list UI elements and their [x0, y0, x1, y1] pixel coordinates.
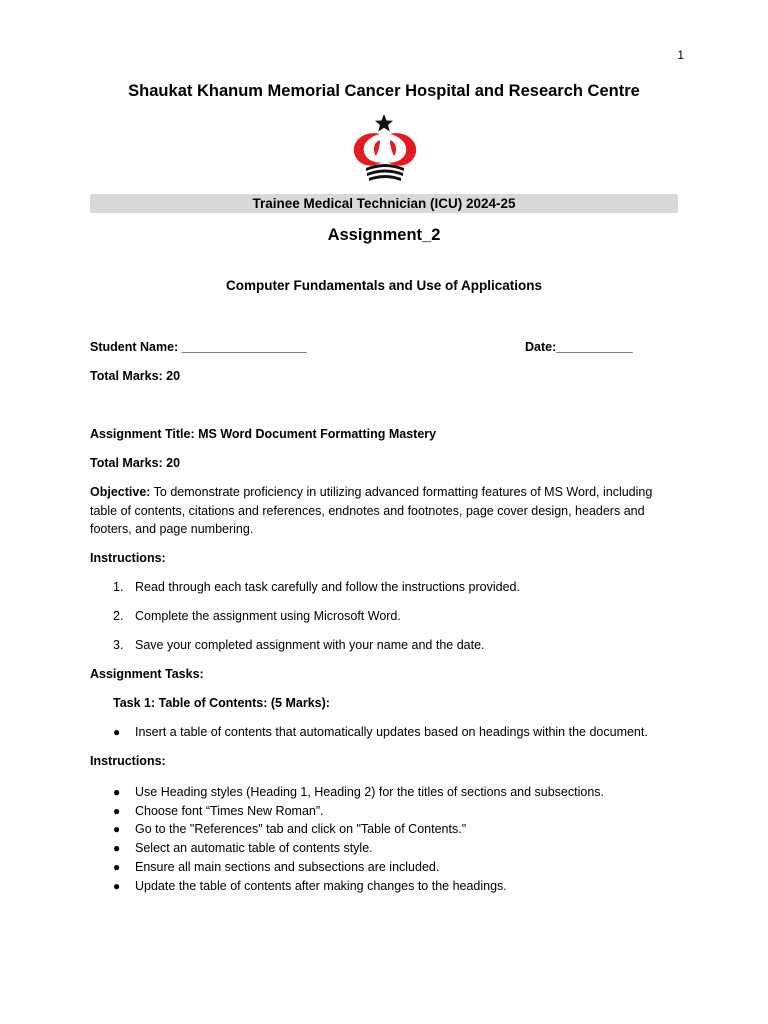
list-item	[113, 858, 604, 877]
logo-inner-right	[390, 140, 396, 156]
list-item	[113, 877, 604, 896]
course-title: Computer Fundamentals and Use of Applications	[225, 278, 543, 293]
assignment-title: Assignment Title: MS Word Document Formatting Mastery	[90, 427, 437, 441]
page-number: 1	[677, 48, 684, 62]
instruction-item	[113, 609, 401, 623]
hospital-name: Shaukat Khanum Memorial Cancer Hospital and Research Centre	[128, 82, 640, 100]
bullet-icon: ●	[113, 841, 121, 856]
objective-paragraph	[90, 483, 680, 539]
bullet-icon: ●	[113, 785, 121, 799]
list-item	[113, 839, 604, 858]
bullet-icon: ●	[113, 859, 121, 874]
logo-inner-left	[374, 140, 380, 156]
task-1-description-text: Insert a table of contents that automatically updates based on headings within the document.	[135, 725, 648, 739]
instruction-item	[113, 580, 520, 594]
instruction-item	[113, 638, 485, 652]
date-field: Date:___________	[525, 340, 633, 354]
instruction-text: Complete the assignment using Microsoft Word.	[135, 609, 401, 623]
instruction-number: 1.	[113, 580, 124, 594]
objective-text: To demonstrate proficiency in utilizing advanced formatting features of MS Word, including table of contents, citations and references, endnotes and footnotes, page cover design, headers and footers, and page numbering.	[90, 485, 653, 536]
objective-label: Objective:	[90, 485, 151, 499]
list-item-text: Use Heading styles (Heading 1, Heading 2) for the titles of sections and subsections.	[135, 785, 605, 799]
list-item-text: Choose font “Times New Roman”.	[135, 803, 324, 818]
instruction-number: 3.	[113, 638, 124, 652]
instruction-number: 2.	[113, 609, 124, 623]
list-item	[113, 802, 604, 821]
task-1-instructions-heading: Instructions:	[90, 754, 166, 768]
instruction-text: Save your completed assignment with your name and the date.	[135, 638, 485, 652]
bullet-icon: ●	[113, 803, 121, 818]
total-marks-top: Total Marks: 20	[90, 369, 181, 383]
instruction-text: Read through each task carefully and follow the instructions provided.	[135, 580, 520, 594]
logo-base-arc-3	[369, 175, 401, 181]
assignment-tasks-heading: Assignment Tasks:	[90, 667, 204, 681]
bullet-icon: ●	[113, 822, 121, 837]
list-item-text: Select an automatic table of contents style.	[135, 841, 373, 856]
list-item	[113, 783, 604, 802]
task-1-instruction-list	[113, 783, 604, 895]
list-item	[113, 820, 604, 839]
task-1-heading: Task 1: Table of Contents: (5 Marks):	[113, 696, 330, 710]
assignment-heading: Assignment_2	[327, 226, 441, 244]
hospital-logo-icon	[350, 114, 420, 184]
list-item-text: Ensure all main sections and subsections are included.	[135, 859, 440, 874]
task-1-description	[113, 725, 648, 739]
list-item-text: Update the table of contents after making changes to the headings.	[135, 878, 507, 893]
program-banner: Trainee Medical Technician (ICU) 2024-25	[90, 194, 678, 213]
total-marks: Total Marks: 20	[90, 456, 181, 470]
logo-star	[375, 114, 393, 132]
bullet-icon: ●	[113, 725, 121, 739]
list-item-text: Go to the "References" tab and click on "Table of Contents."	[135, 822, 467, 837]
bullet-icon: ●	[113, 878, 121, 893]
student-name-field: Student Name: __________________	[90, 340, 307, 354]
hospital-logo	[350, 114, 420, 184]
instructions-heading: Instructions:	[90, 551, 166, 565]
